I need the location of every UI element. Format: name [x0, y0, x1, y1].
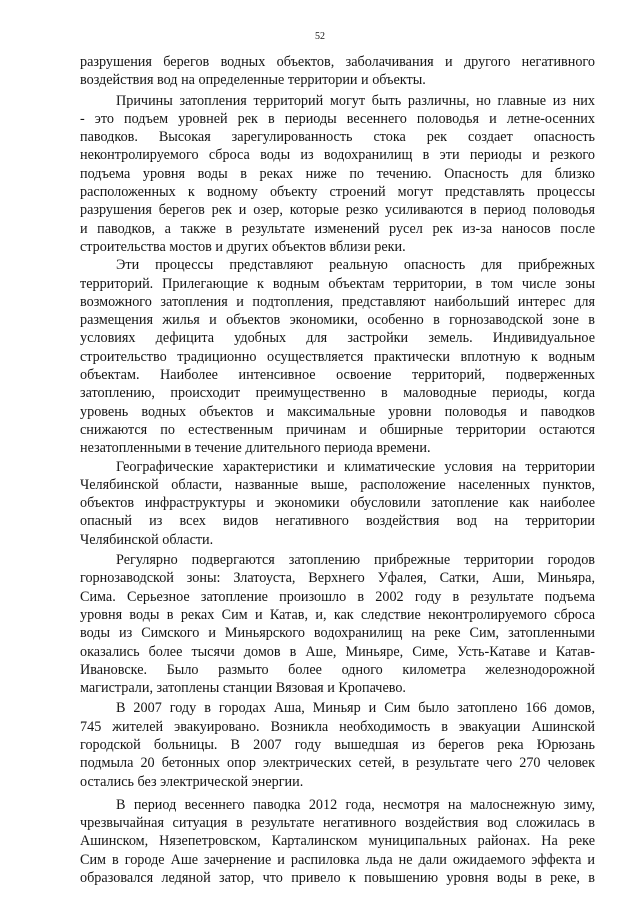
text-line: строительство традиционно осуществляется практически вплотную к водным [80, 348, 595, 365]
text-line: размещения жилья и объектов экономики, особенно в горнозаводской зоне в [80, 312, 595, 329]
text-line: снижаются по естественным причинам и обширные территории остаются [80, 421, 595, 438]
text-line: объектов инфраструктуры и экономики обусловили затопление как наиболее [80, 495, 595, 512]
paragraph-1 [80, 53, 595, 90]
text-line: Сима. Серьезное затопление произошло в 2002 году в результате подъема [80, 588, 595, 605]
paragraph-4 [80, 458, 595, 549]
body-text [80, 53, 595, 887]
text-line: разрушения берегов рек и озер, которые резко усиливаются в период половодья [80, 202, 595, 219]
text-line: строительства мостов и других объектов вблизи реки. [80, 238, 406, 255]
text-line: Сим в городе Аше зачернение и распиловка льда не дали ожидаемого эффекта и [80, 851, 595, 868]
text-line: подъема уровня воды в реках ниже по течению. Опасность для близко [80, 165, 595, 182]
text-line: магистрали, затоплены станции Вязовая и Кропачево. [80, 680, 406, 697]
text-line: Ашинском, Нязепетровском, Карталинском муниципальных районах. На реке [80, 833, 595, 850]
text-line: В 2007 году в городах Аша, Миньяр и Сим было затоплено 166 домов, [116, 700, 595, 717]
paragraph-2 [80, 92, 595, 257]
text-line: городской больницы. В 2007 году вышедшая из берегов река Юрюзань [80, 736, 595, 753]
paragraph-7 [80, 796, 595, 887]
paragraph-3 [80, 256, 595, 457]
text-line: 745 жителей эвакуировано. Возникла необходимость в эвакуации Ашинской [80, 718, 595, 735]
page-number: 52 [315, 31, 325, 42]
text-line: оказались более тысячи домов в Аше, Миньяре, Симе, Усть-Катаве и Катав- [80, 643, 595, 660]
text-line: условиях дефицита удобных для застройки земель. Индивидуальное [80, 330, 595, 347]
text-line: воздействия вод на определенные территории и объекты. [80, 72, 426, 89]
text-line: и паводков, а также в результате изменений русел рек из-за наносов после [80, 220, 595, 237]
text-line: уровня воды в реках Сим и Катав, и, как следствие неконтролируемого сброса [80, 606, 595, 623]
text-line: - это подъем уровней рек в периоды весеннего половодья и летне-осенних [80, 110, 595, 127]
text-line: Челябинской области. [80, 531, 214, 548]
text-line: горнозаводской зоны: Златоуста, Верхнего Уфалея, Сатки, Аши, Миньяра, [80, 570, 595, 587]
text-line: разрушения берегов водных объектов, заболачивания и другого негативного [80, 54, 595, 70]
text-line: Географические характеристики и климатические условия на территории [116, 458, 595, 475]
text-line: Челябинской области, названные выше, расположение населенных пунктов, [80, 476, 595, 493]
text-line: Причины затопления территорий могут быть различны, но главные из них [116, 92, 595, 109]
text-line: незатопленными в течение длительного периода времени. [80, 440, 431, 457]
paragraph-5 [80, 551, 595, 697]
text-line: остались без электрической энергии. [80, 773, 304, 790]
text-line: Эти процессы представляют реальную опасность для прибрежных [116, 257, 595, 274]
text-line: уровень водных объектов и максимальные уровни половодья и паводков [80, 403, 595, 420]
text-line: образовался ледяной затор, что привело к повышению уровня воды в реке, в [80, 870, 595, 887]
text-line: опасный из всех видов негативного воздействия вод на территории [80, 513, 595, 530]
text-line: В период весеннего паводка 2012 года, несмотря на малоснежную зиму, [116, 796, 595, 813]
text-line: территорий. Прилегающие к водным объектам территории, в том числе зоны [80, 275, 595, 292]
text-line: возможного затопления и подтопления, представляют наибольший интерес для [80, 293, 595, 310]
text-line: Регулярно подвергаются затоплению прибрежные территории городов [116, 552, 595, 569]
text-line: Ивановске. Было размыто более одного километра железнодорожной [80, 661, 595, 678]
text-line: расположенных к водному объекту строений могут представлять процессы [80, 184, 595, 201]
text-line: паводков. Высокая зарегулированность стока рек создает опасность [80, 129, 595, 146]
text-line: чрезвычайная ситуация в результате негативного воздействия вод сложилась в [80, 815, 595, 832]
paragraph-6 [80, 699, 595, 790]
text-line: неконтролируемого сброса воды из водохранилищ в эти периоды и резкого [80, 147, 595, 164]
text-line: воды из Симского и Миньярского водохранилищ на реке Сим, затопленными [80, 625, 595, 642]
text-line: объектам. Наиболее интенсивное освоение территорий, подверженных [80, 367, 595, 384]
text-line: подмыла 20 бетонных опор электрических сетей, в результате чего 270 человек [80, 755, 595, 772]
text-line: затоплению, происходит преимущественно в маловодные периоды, когда [80, 385, 595, 402]
